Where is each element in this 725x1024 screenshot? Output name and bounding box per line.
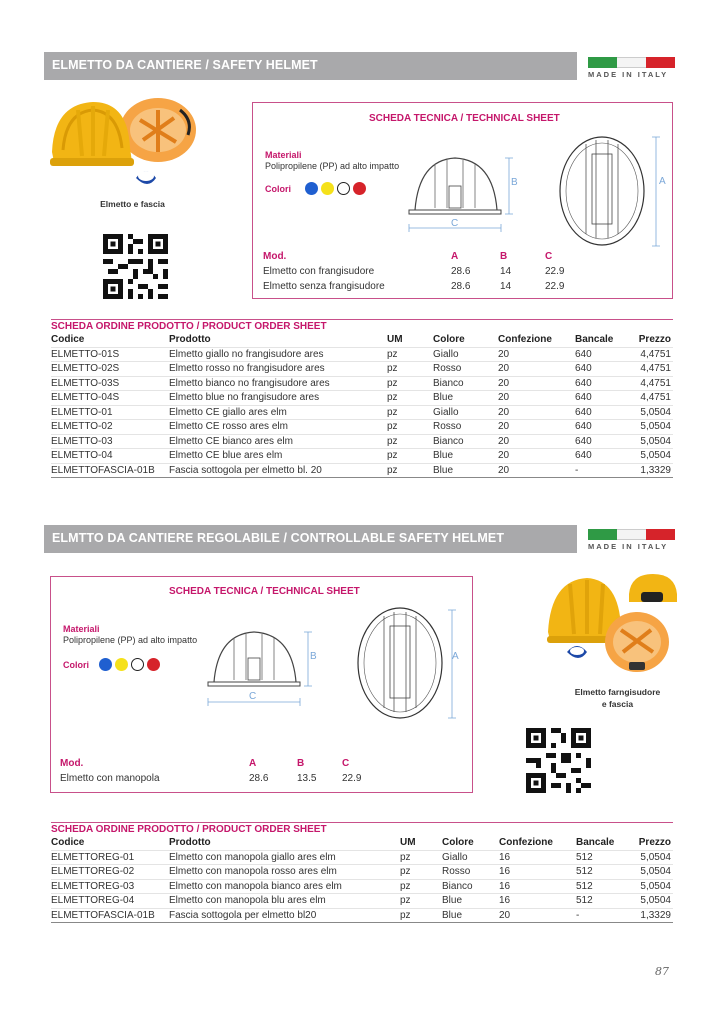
cell-codice: ELMETTO-01 xyxy=(51,406,113,418)
cell-prodotto: Fascia sottogola per elmetto bl20 xyxy=(169,909,317,921)
dimensions-header xyxy=(60,758,390,773)
helmet-caption-line1: Elmetto farngisudore xyxy=(574,687,661,697)
cell-codice: ELMETTOFASCIA-01B xyxy=(51,464,155,476)
cell-bancale: 640 xyxy=(575,406,592,418)
swatch-yellow xyxy=(321,182,334,195)
cell-prodotto: Elmetto con manopola giallo ares elm xyxy=(169,851,336,863)
table-row[interactable] xyxy=(51,391,673,406)
col-confezione: Confezione xyxy=(498,334,552,345)
qr-code[interactable] xyxy=(526,728,591,793)
cell-prodotto: Elmetto CE blue ares elm xyxy=(169,450,283,461)
dim-c: 22.9 xyxy=(545,281,565,292)
col-prodotto: Prodotto xyxy=(169,334,211,345)
cell-colore: Giallo xyxy=(442,851,468,863)
dim-model: Elmetto con manopola xyxy=(60,773,160,784)
helmet-top-diagram xyxy=(354,604,464,722)
dim-header-model: Mod. xyxy=(60,758,84,769)
dim-header-b: B xyxy=(500,251,508,262)
cell-prodotto: Elmetto bianco no frangisudore ares xyxy=(169,377,330,389)
col-prezzo: Prezzo xyxy=(638,837,671,848)
cell-confezione: 20 xyxy=(498,406,510,418)
col-um: UM xyxy=(400,837,416,848)
cell-bancale: 640 xyxy=(575,392,592,403)
cell-prodotto: Fascia sottogola per elmetto bl. 20 xyxy=(169,464,322,476)
cell-confezione: 20 xyxy=(498,392,510,403)
cell-bancale: 640 xyxy=(575,348,592,360)
made-in-italy-label: MADE IN ITALY xyxy=(588,542,669,551)
cell-colore: Blue xyxy=(433,464,454,476)
cell-bancale: 512 xyxy=(576,866,593,877)
table-row[interactable] xyxy=(51,449,673,464)
cell-um: pz xyxy=(400,880,411,892)
col-colore: Colore xyxy=(433,334,465,345)
cell-prezzo: 5,0504 xyxy=(640,435,671,447)
swatch-yellow xyxy=(115,658,128,671)
col-codice: Codice xyxy=(51,837,85,848)
cell-um: pz xyxy=(400,909,411,921)
cell-prodotto: Elmetto CE bianco ares elm xyxy=(169,435,293,447)
dim-b: 14 xyxy=(500,281,512,292)
table-row[interactable] xyxy=(51,348,673,363)
col-bancale: Bancale xyxy=(575,334,614,345)
dim-header-b: B xyxy=(297,758,305,769)
dim-header-a: A xyxy=(451,251,459,262)
dim-header-c: C xyxy=(545,251,553,262)
order-table-title: SCHEDA ORDINE PRODOTTO / PRODUCT ORDER SHEET xyxy=(51,822,673,836)
cell-colore: Giallo xyxy=(433,348,459,360)
cell-codice: ELMETTO-04S xyxy=(51,392,120,403)
cell-confezione: 20 xyxy=(498,450,510,461)
cell-confezione: 20 xyxy=(499,909,511,921)
cell-prezzo: 4,4751 xyxy=(640,348,671,360)
cell-codice: ELMETTO-04 xyxy=(51,450,113,461)
cell-colore: Rosso xyxy=(442,866,471,877)
cell-prodotto: Elmetto CE giallo ares elm xyxy=(169,406,287,418)
cell-um: pz xyxy=(400,851,411,863)
cell-um: pz xyxy=(387,450,398,461)
dimensions-header xyxy=(263,251,593,266)
table-row[interactable] xyxy=(51,406,673,421)
cell-colore: Rosso xyxy=(433,421,462,432)
color-swatches xyxy=(305,182,366,195)
cell-bancale: 640 xyxy=(575,363,592,374)
cell-prezzo: 5,0504 xyxy=(640,895,671,906)
helmet-photo xyxy=(545,570,680,680)
dimensions-table xyxy=(263,251,593,296)
made-in-italy-label: MADE IN ITALY xyxy=(588,70,669,79)
col-prezzo: Prezzo xyxy=(638,334,671,345)
dim-b: 13.5 xyxy=(297,773,317,784)
swatch-red xyxy=(353,182,366,195)
cell-codice: ELMETTOREG-02 xyxy=(51,866,135,877)
materials-text: Polipropilene (PP) ad alto impatto xyxy=(265,161,400,171)
dim-c: 22.9 xyxy=(342,773,362,784)
cell-colore: Blue xyxy=(433,392,454,403)
cell-bancale: 512 xyxy=(576,880,593,892)
materials-text: Polipropilene (PP) ad alto impatto xyxy=(63,635,198,645)
col-colore: Colore xyxy=(442,837,474,848)
table-row[interactable] xyxy=(51,377,673,392)
table-row[interactable] xyxy=(51,420,673,435)
tech-sheet-title: SCHEDA TECNICA / TECHNICAL SHEET xyxy=(369,113,560,124)
cell-colore: Blue xyxy=(442,909,463,921)
cell-confezione: 16 xyxy=(499,880,511,892)
cell-confezione: 16 xyxy=(499,895,511,906)
cell-codice: ELMETTOREG-01 xyxy=(51,851,135,863)
col-prodotto: Prodotto xyxy=(169,837,211,848)
dim-c: 22.9 xyxy=(545,266,565,277)
cell-codice: ELMETTOFASCIA-01B xyxy=(51,909,155,921)
cell-codice: ELMETTO-01S xyxy=(51,348,120,360)
swatch-blue xyxy=(305,182,318,195)
table-row[interactable] xyxy=(51,362,673,377)
dim-letter-c: C xyxy=(249,691,257,702)
cell-prezzo: 5,0504 xyxy=(640,406,671,418)
table-row[interactable] xyxy=(51,464,673,479)
cell-prodotto: Elmetto con manopola blu ares elm xyxy=(169,895,326,906)
cell-confezione: 20 xyxy=(498,363,510,374)
cell-bancale: 640 xyxy=(575,421,592,432)
order-header-row xyxy=(51,836,673,851)
dim-a: 28.6 xyxy=(249,773,269,784)
helmet-photo xyxy=(48,90,198,195)
cell-um: pz xyxy=(387,406,398,418)
dim-header-c: C xyxy=(342,758,350,769)
table-row[interactable] xyxy=(51,435,673,450)
table-row[interactable] xyxy=(51,909,673,924)
cell-colore: Blue xyxy=(433,450,454,461)
dim-a: 28.6 xyxy=(451,281,471,292)
cell-prezzo: 1,3329 xyxy=(640,464,671,476)
dim-letter-b: B xyxy=(310,651,317,662)
cell-colore: Bianco xyxy=(442,880,473,892)
cell-bancale: 640 xyxy=(575,450,592,461)
cell-prezzo: 5,0504 xyxy=(640,851,671,863)
cell-prodotto: Elmetto giallo no frangisudore ares xyxy=(169,348,324,360)
dim-letter-a: A xyxy=(659,176,666,187)
cell-codice: ELMETTOREG-03 xyxy=(51,880,135,892)
cell-prodotto: Elmetto rosso no frangisudore ares xyxy=(169,363,325,374)
helmet-caption-line2: e fascia xyxy=(601,699,634,709)
cell-prodotto: Elmetto CE rosso ares elm xyxy=(169,421,288,432)
cell-codice: ELMETTO-03 xyxy=(51,435,113,447)
table-row[interactable] xyxy=(51,865,673,880)
colors-label: Colori xyxy=(63,660,89,670)
cell-confezione: 20 xyxy=(498,377,510,389)
cell-bancale: - xyxy=(575,464,579,476)
swatch-red xyxy=(147,658,160,671)
cell-um: pz xyxy=(387,435,398,447)
cell-codice: ELMETTOREG-04 xyxy=(51,895,135,906)
cell-codice: ELMETTO-02 xyxy=(51,421,113,432)
dim-header-model: Mod. xyxy=(263,251,287,262)
cell-confezione: 20 xyxy=(498,435,510,447)
materials-label: Materiali xyxy=(265,150,302,160)
dimensions-table xyxy=(60,758,390,788)
dim-letter-c: C xyxy=(451,218,459,229)
order-table xyxy=(51,822,673,923)
cell-confezione: 16 xyxy=(499,866,511,877)
dimensions-row xyxy=(263,266,593,281)
qr-code[interactable] xyxy=(103,234,168,299)
made-in-italy-flag xyxy=(588,57,675,79)
section1-title: ELMETTO DA CANTIERE / SAFETY HELMET xyxy=(44,52,577,80)
cell-um: pz xyxy=(400,866,411,877)
color-swatches xyxy=(99,658,160,671)
dim-a: 28.6 xyxy=(451,266,471,277)
cell-prezzo: 4,4751 xyxy=(640,363,671,374)
cell-codice: ELMETTO-02S xyxy=(51,363,120,374)
swatch-white xyxy=(131,658,144,671)
helmet-caption: Elmetto e fascia xyxy=(100,199,165,209)
cell-colore: Bianco xyxy=(433,377,464,389)
tech-sheet-title: SCHEDA TECNICA / TECHNICAL SHEET xyxy=(169,586,360,597)
table-row[interactable] xyxy=(51,851,673,866)
table-row[interactable] xyxy=(51,880,673,895)
cell-prezzo: 5,0504 xyxy=(640,880,671,892)
swatch-blue xyxy=(99,658,112,671)
order-table-title: SCHEDA ORDINE PRODOTTO / PRODUCT ORDER SHEET xyxy=(51,319,673,333)
cell-prodotto: Elmetto con manopola rosso ares elm xyxy=(169,866,337,877)
cell-um: pz xyxy=(387,348,398,360)
dim-letter-b: B xyxy=(511,177,518,188)
cell-um: pz xyxy=(387,377,398,389)
col-codice: Codice xyxy=(51,334,85,345)
helmet-side-diagram xyxy=(204,626,329,711)
dim-model: Elmetto con frangisudore xyxy=(263,266,375,277)
cell-um: pz xyxy=(400,895,411,906)
col-um: UM xyxy=(387,334,403,345)
dimensions-row xyxy=(60,773,390,788)
order-table xyxy=(51,319,673,478)
dim-b: 14 xyxy=(500,266,512,277)
cell-um: pz xyxy=(387,363,398,374)
cell-um: pz xyxy=(387,421,398,432)
swatch-white xyxy=(337,182,350,195)
cell-codice: ELMETTO-03S xyxy=(51,377,120,389)
materials-label: Materiali xyxy=(63,624,100,634)
cell-prezzo: 4,4751 xyxy=(640,377,671,389)
cell-prezzo: 4,4751 xyxy=(640,392,671,403)
cell-um: pz xyxy=(387,464,398,476)
cell-confezione: 20 xyxy=(498,464,510,476)
made-in-italy-flag xyxy=(588,529,675,551)
cell-colore: Blue xyxy=(442,895,463,906)
cell-colore: Rosso xyxy=(433,363,462,374)
dimensions-row xyxy=(263,281,593,296)
cell-prezzo: 1,3329 xyxy=(640,909,671,921)
section2-title: ELMTTO DA CANTIERE REGOLABILE / CONTROLLABLE SAFETY HELMET xyxy=(44,525,577,553)
cell-colore: Bianco xyxy=(433,435,464,447)
dim-letter-a: A xyxy=(452,651,459,662)
cell-prezzo: 5,0504 xyxy=(640,450,671,461)
cell-prodotto: Elmetto con manopola bianco ares elm xyxy=(169,880,342,892)
col-bancale: Bancale xyxy=(576,837,615,848)
cell-bancale: 640 xyxy=(575,435,592,447)
page-number: 87 xyxy=(655,965,669,978)
order-header-row xyxy=(51,333,673,348)
helmet-caption xyxy=(560,686,675,710)
table-row[interactable] xyxy=(51,894,673,909)
dim-model: Elmetto senza frangisudore xyxy=(263,281,385,292)
cell-prezzo: 5,0504 xyxy=(640,866,671,877)
cell-prodotto: Elmetto blue no frangisudore ares xyxy=(169,392,320,403)
helmet-side-diagram xyxy=(405,150,530,235)
cell-colore: Giallo xyxy=(433,406,459,418)
cell-bancale: 640 xyxy=(575,377,592,389)
dim-header-a: A xyxy=(249,758,257,769)
cell-prezzo: 5,0504 xyxy=(640,421,671,432)
cell-um: pz xyxy=(387,392,398,403)
cell-confezione: 20 xyxy=(498,348,510,360)
helmet-top-diagram xyxy=(556,134,666,249)
cell-bancale: 512 xyxy=(576,895,593,906)
col-confezione: Confezione xyxy=(499,837,553,848)
cell-confezione: 20 xyxy=(498,421,510,432)
cell-bancale: 512 xyxy=(576,851,593,863)
cell-confezione: 16 xyxy=(499,851,511,863)
colors-label: Colori xyxy=(265,184,291,194)
cell-bancale: - xyxy=(576,909,580,921)
